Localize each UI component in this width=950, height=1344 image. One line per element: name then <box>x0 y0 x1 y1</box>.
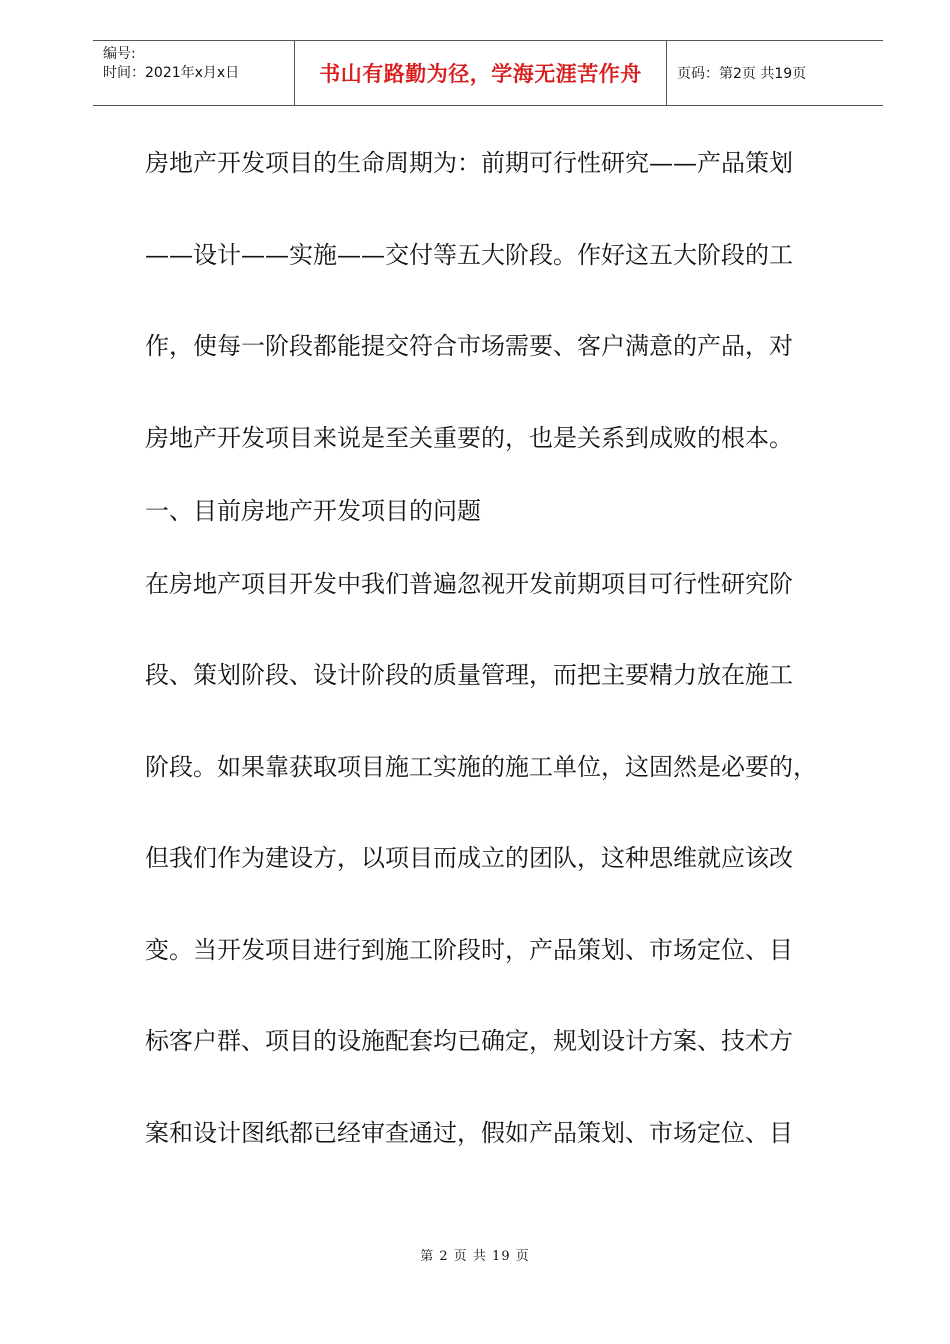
document-time-label: 时间：2021年x月x日 <box>103 65 240 81</box>
body-line: 变。当开发项目进行到施工阶段时，产品策划、市场定位、目 <box>145 935 793 964</box>
page-header <box>93 40 883 106</box>
body-line: 标客户群、项目的设施配套均已确定，规划设计方案、技术方 <box>145 1027 793 1055</box>
body-line: 在房地产项目开发中我们普遍忽视开发前期项目可行性研究阶 <box>145 569 793 598</box>
header-page-info: 页码：第2页 共19页 <box>677 66 807 82</box>
body-line: 房地产开发项目的生命周期为：前期可行性研究——产品策划 <box>145 149 793 177</box>
body-line: ——设计——实施——交付等五大阶段。作好这五大阶段的工 <box>145 240 793 269</box>
body-line: 但我们作为建设方，以项目而成立的团队，这种思维就应该改 <box>145 844 793 872</box>
page-footer: 第 2 页 共 19 页 <box>420 1249 530 1264</box>
body-line: 段、策划阶段、设计阶段的质量管理，而把主要精力放在施工 <box>145 661 793 689</box>
document-body <box>145 138 845 1199</box>
document-number-label: 编号: <box>103 46 136 62</box>
body-line: 阶段。如果靠获取项目施工实施的施工单位，这固然是必要的， <box>145 752 817 781</box>
body-line: 房地产开发项目来说是至关重要的，也是关系到成败的根本。 <box>145 423 793 452</box>
body-line: 作，使每一阶段都能提交符合市场需要、客户满意的产品，对 <box>145 332 793 360</box>
body-line: 案和设计图纸都已经审查通过，假如产品策划、市场定位、目 <box>145 1118 793 1147</box>
header-meta-cell <box>93 41 295 105</box>
header-motto: 书山有路勤为径，学海无涯苦作舟 <box>295 41 667 105</box>
section-heading: 一、目前房地产开发项目的问题 <box>145 496 481 525</box>
